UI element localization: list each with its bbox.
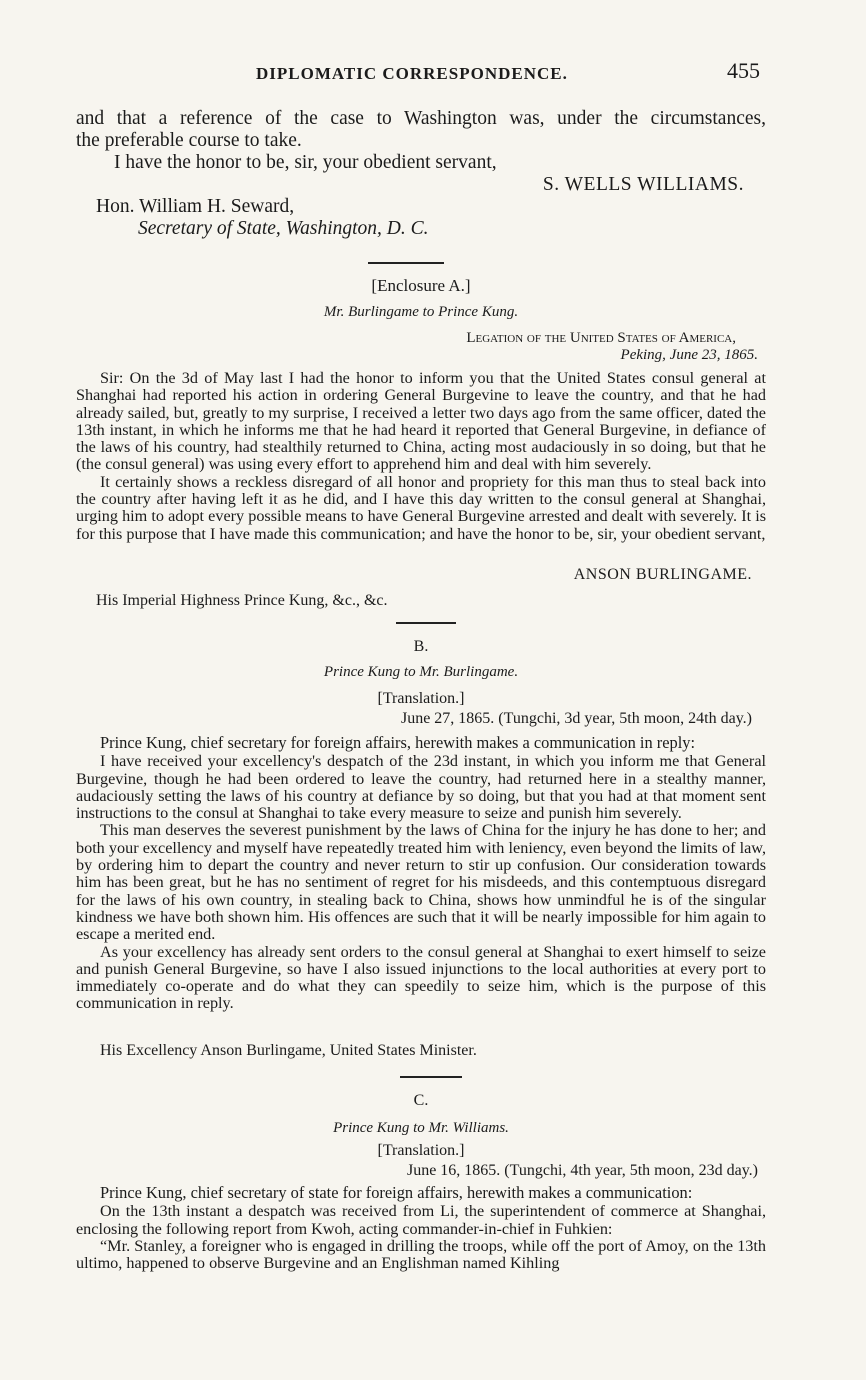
enclosure-b-label: B.	[413, 638, 429, 655]
enclosure-c-title: Prince Kung to Mr. Williams.	[333, 1120, 509, 1136]
page-number: 455	[727, 58, 760, 83]
enclosure-c-translation: [Translation.]	[377, 1142, 465, 1159]
enclosure-a-addressee: His Imperial Highness Prince Kung, &c., &c.	[96, 592, 388, 609]
enclosure-c-para-2: “Mr. Stanley, a foreigner who is engaged in drilling the troops, while off the port of Amoy, on the 13th ultimo, happened to observe Burgevine and an Englishman named Kihling	[76, 1236, 766, 1273]
signature-williams: S. WELLS WILLIAMS.	[542, 174, 744, 195]
enclosure-a-label: [Enclosure A.]	[371, 276, 471, 295]
enclosure-a-body	[76, 370, 766, 543]
signature-burlingame-text: ANSON BURLINGAME.	[573, 566, 752, 583]
intro-paragraph	[76, 108, 766, 196]
enclosure-c-body	[76, 1184, 766, 1272]
legation-heading	[76, 330, 766, 364]
enclosure-a-para-2: It certainly shows a reckless disregard of all honor and propriety for this man thus to steal back into the country after having left it as he did, and I have this day written to the consul general at Shanghai, urging him to adopt every possible means to have General Burgevine arrested and dealt with severely. It is for this purpose that I have made this communication; and have the honor to be, sir, your obedient servant,	[76, 472, 766, 543]
enclosure-b-para-3: As your excellency has already sent orders to the consul general at Shanghai to exert himself to seize and punish General Burgevine, so have I also issued injunctions to the local authorities at every port to immediately co-operate and do what they can speedily to seize him, which is the purpose of this communication in reply.	[76, 942, 766, 1013]
enclosure-b-translation: [Translation.]	[377, 690, 465, 707]
addressee-title: Secretary of State, Washington, D. C.	[138, 218, 429, 239]
enclosure-b-body	[76, 734, 766, 1013]
intro-line-1: and that a reference of the case to Washington was, under the circumstances,	[76, 108, 766, 129]
running-head: DIPLOMATIC CORRESPONDENCE.	[256, 64, 568, 83]
addressee-seward	[96, 196, 786, 240]
enclosure-b-date: June 27, 1865. (Tungchi, 3d year, 5th moon, 24th day.)	[400, 710, 752, 727]
addressee-name: Hon. William H. Seward,	[96, 196, 295, 217]
enclosure-b-para-1: I have received your excellency's despatch of the 23d instant, in which you inform me that General Burgevine, though he had been ordered to leave the country, had returned here in a stealthy manner, audaciously setting the laws of his country at defiance by so doing, but that you had at that moment sent instructions to the consul at Shanghai to take every measure to seize and punish him severely.	[76, 752, 766, 823]
page-header	[76, 58, 766, 90]
signature-burlingame	[76, 566, 766, 584]
enclosure-a-title: Mr. Burlingame to Prince Kung.	[323, 304, 519, 320]
section-divider	[368, 262, 444, 264]
enclosure-c-para-1: On the 13th instant a despatch was received from Li, the superintendent of commerce at Shanghai, enclosing the following report from Kwoh, acting commander-in-chief in Fuhkien:	[76, 1202, 766, 1238]
enclosure-c-label: C.	[413, 1092, 429, 1109]
enclosure-a-para-1: Sir: On the 3d of May last I had the honor to inform you that the United States consul general at Shanghai had reported his action in ordering General Burgevine to leave the country, and that he had already sailed, but, greatly to my surprise, I received a letter two days ago from the same officer, dated the 13th instant, in which he informs me that he had heard it reported that General Burgevine, in defiance of the laws of his country, had stealthily returned to China, acting most audaciously in so doing, but that he (the consul general) was using every effort to apprehend him and deal with him severely.	[76, 369, 766, 474]
enclosure-c-opening: Prince Kung, chief secretary of state for foreign affairs, herewith makes a communication:	[100, 1183, 693, 1202]
place-date: Peking, June 23, 1865.	[620, 347, 758, 363]
intro-line-2: the preferable course to take.	[76, 130, 302, 151]
enclosure-b-title: Prince Kung to Mr. Burlingame.	[323, 664, 519, 680]
legation-line: Legation of the United States of America,	[466, 330, 736, 346]
closing-line: I have the honor to be, sir, your obedient servant,	[114, 152, 497, 173]
enclosure-c-date: June 16, 1865. (Tungchi, 4th year, 5th moon, 23d day.)	[406, 1162, 758, 1179]
section-divider	[400, 1076, 462, 1078]
enclosure-b-addressee: His Excellency Anson Burlingame, United States Minister.	[100, 1042, 477, 1059]
section-divider	[396, 622, 456, 624]
enclosure-b-para-2: This man deserves the severest punishment by the laws of China for the injury he has done to her; and both your excellency and myself have repeatedly treated him with leniency, even beyond the limits of law, by ordering him to depart the country and never return to stir up confusion. Our consideration towards him has been great, but he has no sentiment of regret for his misdeeds, and this contemptuous disregard for the laws of his own country, in stealing back to China, shows how unmindful he is of the singular kindness we have both shown him. His offences are such that it will be nearly impossible for him again to escape a merited end.	[76, 821, 766, 944]
enclosure-b-opening: Prince Kung, chief secretary for foreign affairs, herewith makes a communication in reply:	[100, 733, 696, 752]
